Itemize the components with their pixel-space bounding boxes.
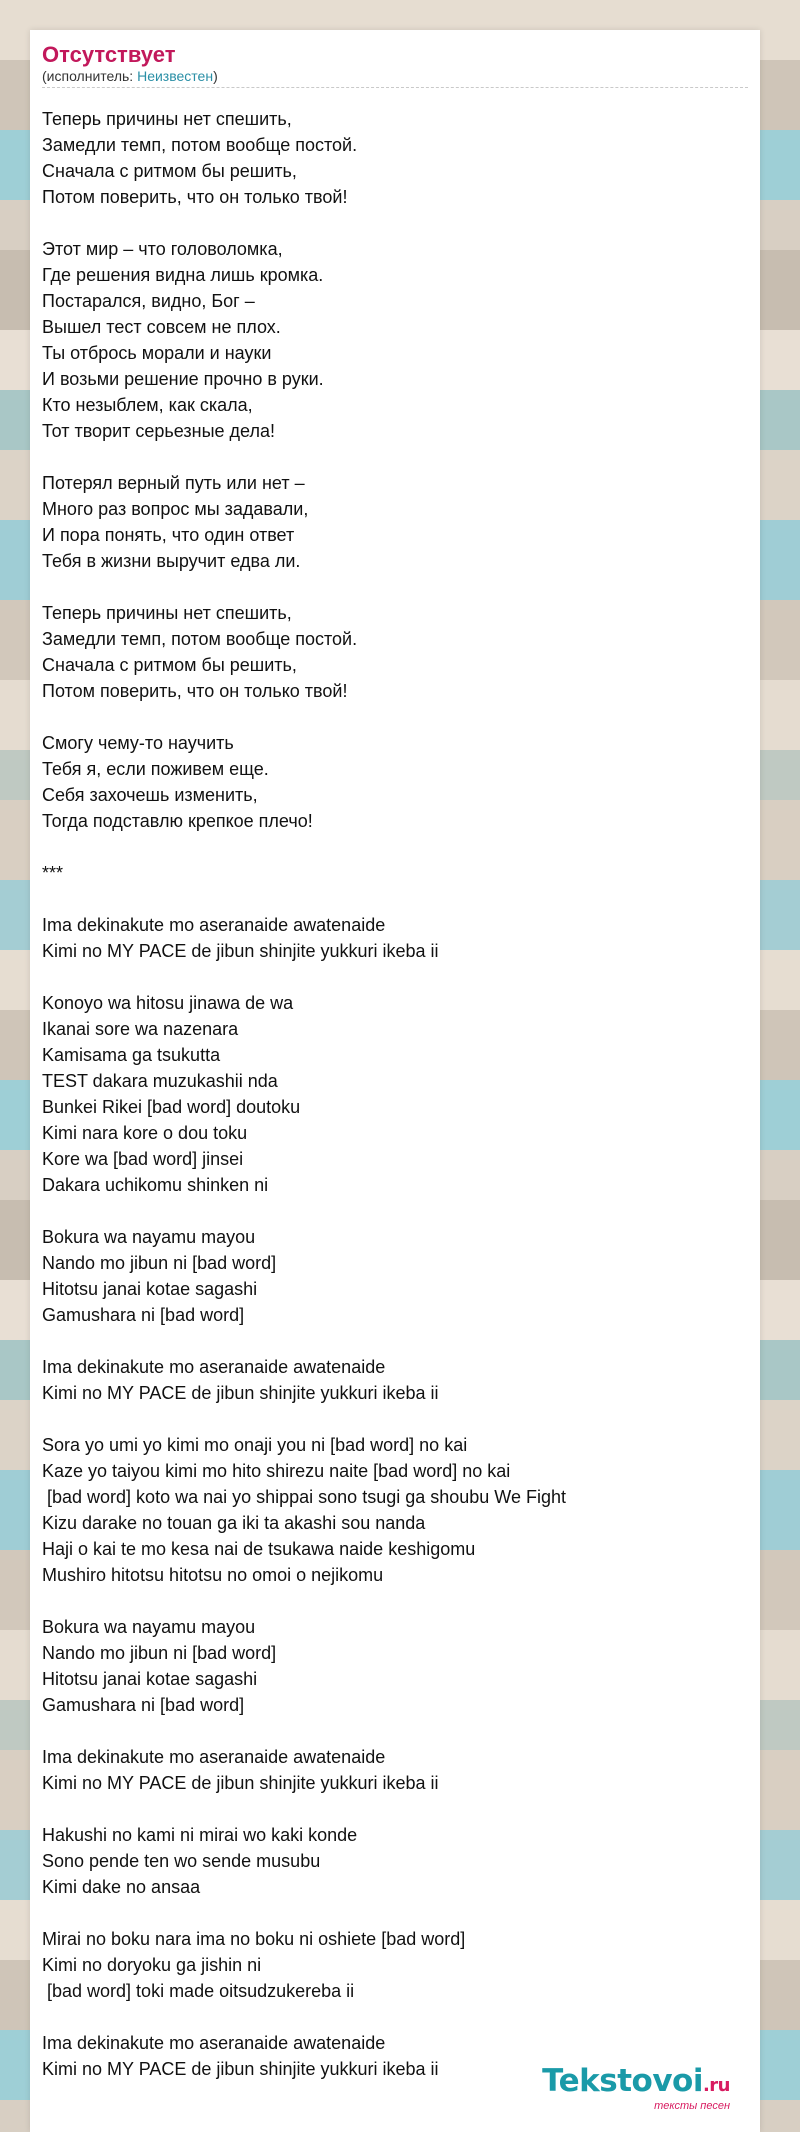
lyrics-line: Замедли темп, потом вообще постой. [42, 135, 358, 155]
lyrics-line: Вышел тест совсем не плох. [42, 317, 281, 337]
lyrics-line: Sono pende ten wo sende musubu [42, 1851, 321, 1871]
lyrics-blank-line [42, 704, 748, 730]
lyrics-blank-line [42, 886, 748, 912]
lyrics-line: Смогу чему-то научить [42, 733, 234, 753]
lyrics-line: Kimi dake no ansaa [42, 1877, 201, 1897]
lyrics-line: Сначала с ритмом бы решить, [42, 161, 297, 181]
logo-tagline: тексты песен [654, 2100, 730, 2112]
lyrics-line: Kimi no MY PACE de jibun shinjite yukkuri ikeba ii [42, 1773, 439, 1793]
lyrics-body [42, 106, 748, 2082]
lyrics-line: Gamushara ni [bad word] [42, 1305, 245, 1325]
lyrics-line: Kaze yo taiyou kimi mo hito shirezu naite [bad word] no kai [42, 1461, 511, 1481]
lyrics-blank-line [42, 210, 748, 236]
lyrics-line: Ima dekinakute mo aseranaide awatenaide [42, 915, 386, 935]
artist-line [42, 68, 748, 85]
lyrics-line: Bokura wa nayamu mayou [42, 1227, 256, 1247]
lyrics-line: И пора понять, что один ответ [42, 525, 295, 545]
lyrics-line: *** [42, 863, 64, 883]
lyrics-blank-line [42, 1406, 748, 1432]
lyrics-line: Этот мир – что головоломка, [42, 239, 283, 259]
lyrics-line: Постарался, видно, Бог – [42, 291, 255, 311]
lyrics-blank-line [42, 1328, 748, 1354]
lyrics-line: Потерял верный путь или нет – [42, 473, 305, 493]
lyrics-line: Bokura wa nayamu mayou [42, 1617, 256, 1637]
lyrics-line: Ima dekinakute mo aseranaide awatenaide [42, 1747, 386, 1767]
lyrics-line: Замедли темп, потом вообще постой. [42, 629, 358, 649]
lyrics-line: Nando mo jibun ni [bad word] [42, 1643, 277, 1663]
lyrics-blank-line [42, 444, 748, 470]
lyrics-line: Потом поверить, что он только твой! [42, 681, 348, 701]
lyrics-line: Теперь причины нет спешить, [42, 603, 292, 623]
song-title: Отсутствует [42, 42, 176, 67]
lyrics-line: И возьми решение прочно в руки. [42, 369, 324, 389]
lyrics-line: Потом поверить, что он только твой! [42, 187, 348, 207]
lyrics-line: Kamisama ga tsukutta [42, 1045, 221, 1065]
lyrics-line: Себя захочешь изменить, [42, 785, 258, 805]
logo-name: Tekstovoi [542, 2063, 703, 2099]
lyrics-blank-line [42, 1796, 748, 1822]
lyrics-line: Тебя я, если поживем еще. [42, 759, 269, 779]
lyrics-line: Тот творит серьезные дела! [42, 421, 275, 441]
lyrics-line: Кто незыблем, как скала, [42, 395, 253, 415]
lyrics-line: Dakara uchikomu shinken ni [42, 1175, 269, 1195]
lyrics-line: Hitotsu janai kotae sagashi [42, 1279, 258, 1299]
lyrics-line: [bad word] koto wa nai yo shippai sono tsugi ga shoubu We Fight [42, 1487, 566, 1507]
lyrics-blank-line [42, 964, 748, 990]
lyrics-line: Hitotsu janai kotae sagashi [42, 1669, 258, 1689]
lyrics-blank-line [42, 1900, 748, 1926]
site-logo[interactable] [542, 2065, 730, 2112]
lyrics-blank-line [42, 1198, 748, 1224]
logo-wordmark [542, 2065, 730, 2102]
lyrics-line: Сначала с ритмом бы решить, [42, 655, 297, 675]
lyrics-line: Ima dekinakute mo aseranaide awatenaide [42, 2033, 386, 2053]
lyrics-blank-line [42, 1718, 748, 1744]
lyrics-line: Где решения видна лишь кромка. [42, 265, 324, 285]
lyrics-sheet [30, 30, 760, 2132]
lyrics-line: Ikanai sore wa nazenara [42, 1019, 239, 1039]
artist-link[interactable]: Неизвестен [137, 68, 214, 84]
song-header [42, 42, 748, 88]
lyrics-line: Haji o kai te mo kesa nai de tsukawa naide keshigomu [42, 1539, 476, 1559]
lyrics-line: Ima dekinakute mo aseranaide awatenaide [42, 1357, 386, 1377]
lyrics-line: Sora yo umi yo kimi mo onaji you ni [bad word] no kai [42, 1435, 468, 1455]
logo-tld: .ru [702, 2075, 730, 2096]
lyrics-blank-line [42, 834, 748, 860]
lyrics-blank-line [42, 574, 748, 600]
lyrics-line: Bunkei Rikei [bad word] doutoku [42, 1097, 301, 1117]
lyrics-line: Gamushara ni [bad word] [42, 1695, 245, 1715]
lyrics-blank-line [42, 1588, 748, 1614]
lyrics-line: Kimi no MY PACE de jibun shinjite yukkuri ikeba ii [42, 1383, 439, 1403]
artist-suffix: ) [213, 68, 218, 84]
lyrics-line: Тебя в жизни выручит едва ли. [42, 551, 301, 571]
lyrics-line: Много раз вопрос мы задавали, [42, 499, 309, 519]
lyrics-line: Kimi no doryoku ga jishin ni [42, 1955, 262, 1975]
lyrics-line: Hakushi no kami ni mirai wo kaki konde [42, 1825, 358, 1845]
artist-prefix: (исполнитель: [42, 68, 138, 84]
lyrics-line: Nando mo jibun ni [bad word] [42, 1253, 277, 1273]
lyrics-line: Konoyo wa hitosu jinawa de wa [42, 993, 294, 1013]
lyrics-line: Kimi no MY PACE de jibun shinjite yukkuri ikeba ii [42, 941, 439, 961]
lyrics-line: Mirai no boku nara ima no boku ni oshiete [bad word] [42, 1929, 466, 1949]
lyrics-line: Kore wa [bad word] jinsei [42, 1149, 244, 1169]
lyrics-line: Mushiro hitotsu hitotsu no omoi o nejikomu [42, 1565, 384, 1585]
lyrics-blank-line [42, 2004, 748, 2030]
lyrics-line: Тогда подставлю крепкое плечо! [42, 811, 313, 831]
lyrics-line: Kizu darake no touan ga iki ta akashi sou nanda [42, 1513, 426, 1533]
lyrics-line: Kimi nara kore o dou toku [42, 1123, 248, 1143]
lyrics-line: Ты отбрось морали и науки [42, 343, 272, 363]
lyrics-line: TEST dakara muzukashii nda [42, 1071, 278, 1091]
lyrics-line: Теперь причины нет спешить, [42, 109, 292, 129]
lyrics-line: Kimi no MY PACE de jibun shinjite yukkuri ikeba ii [42, 2059, 439, 2079]
lyrics-line: [bad word] toki made oitsudzukereba ii [42, 1981, 355, 2001]
